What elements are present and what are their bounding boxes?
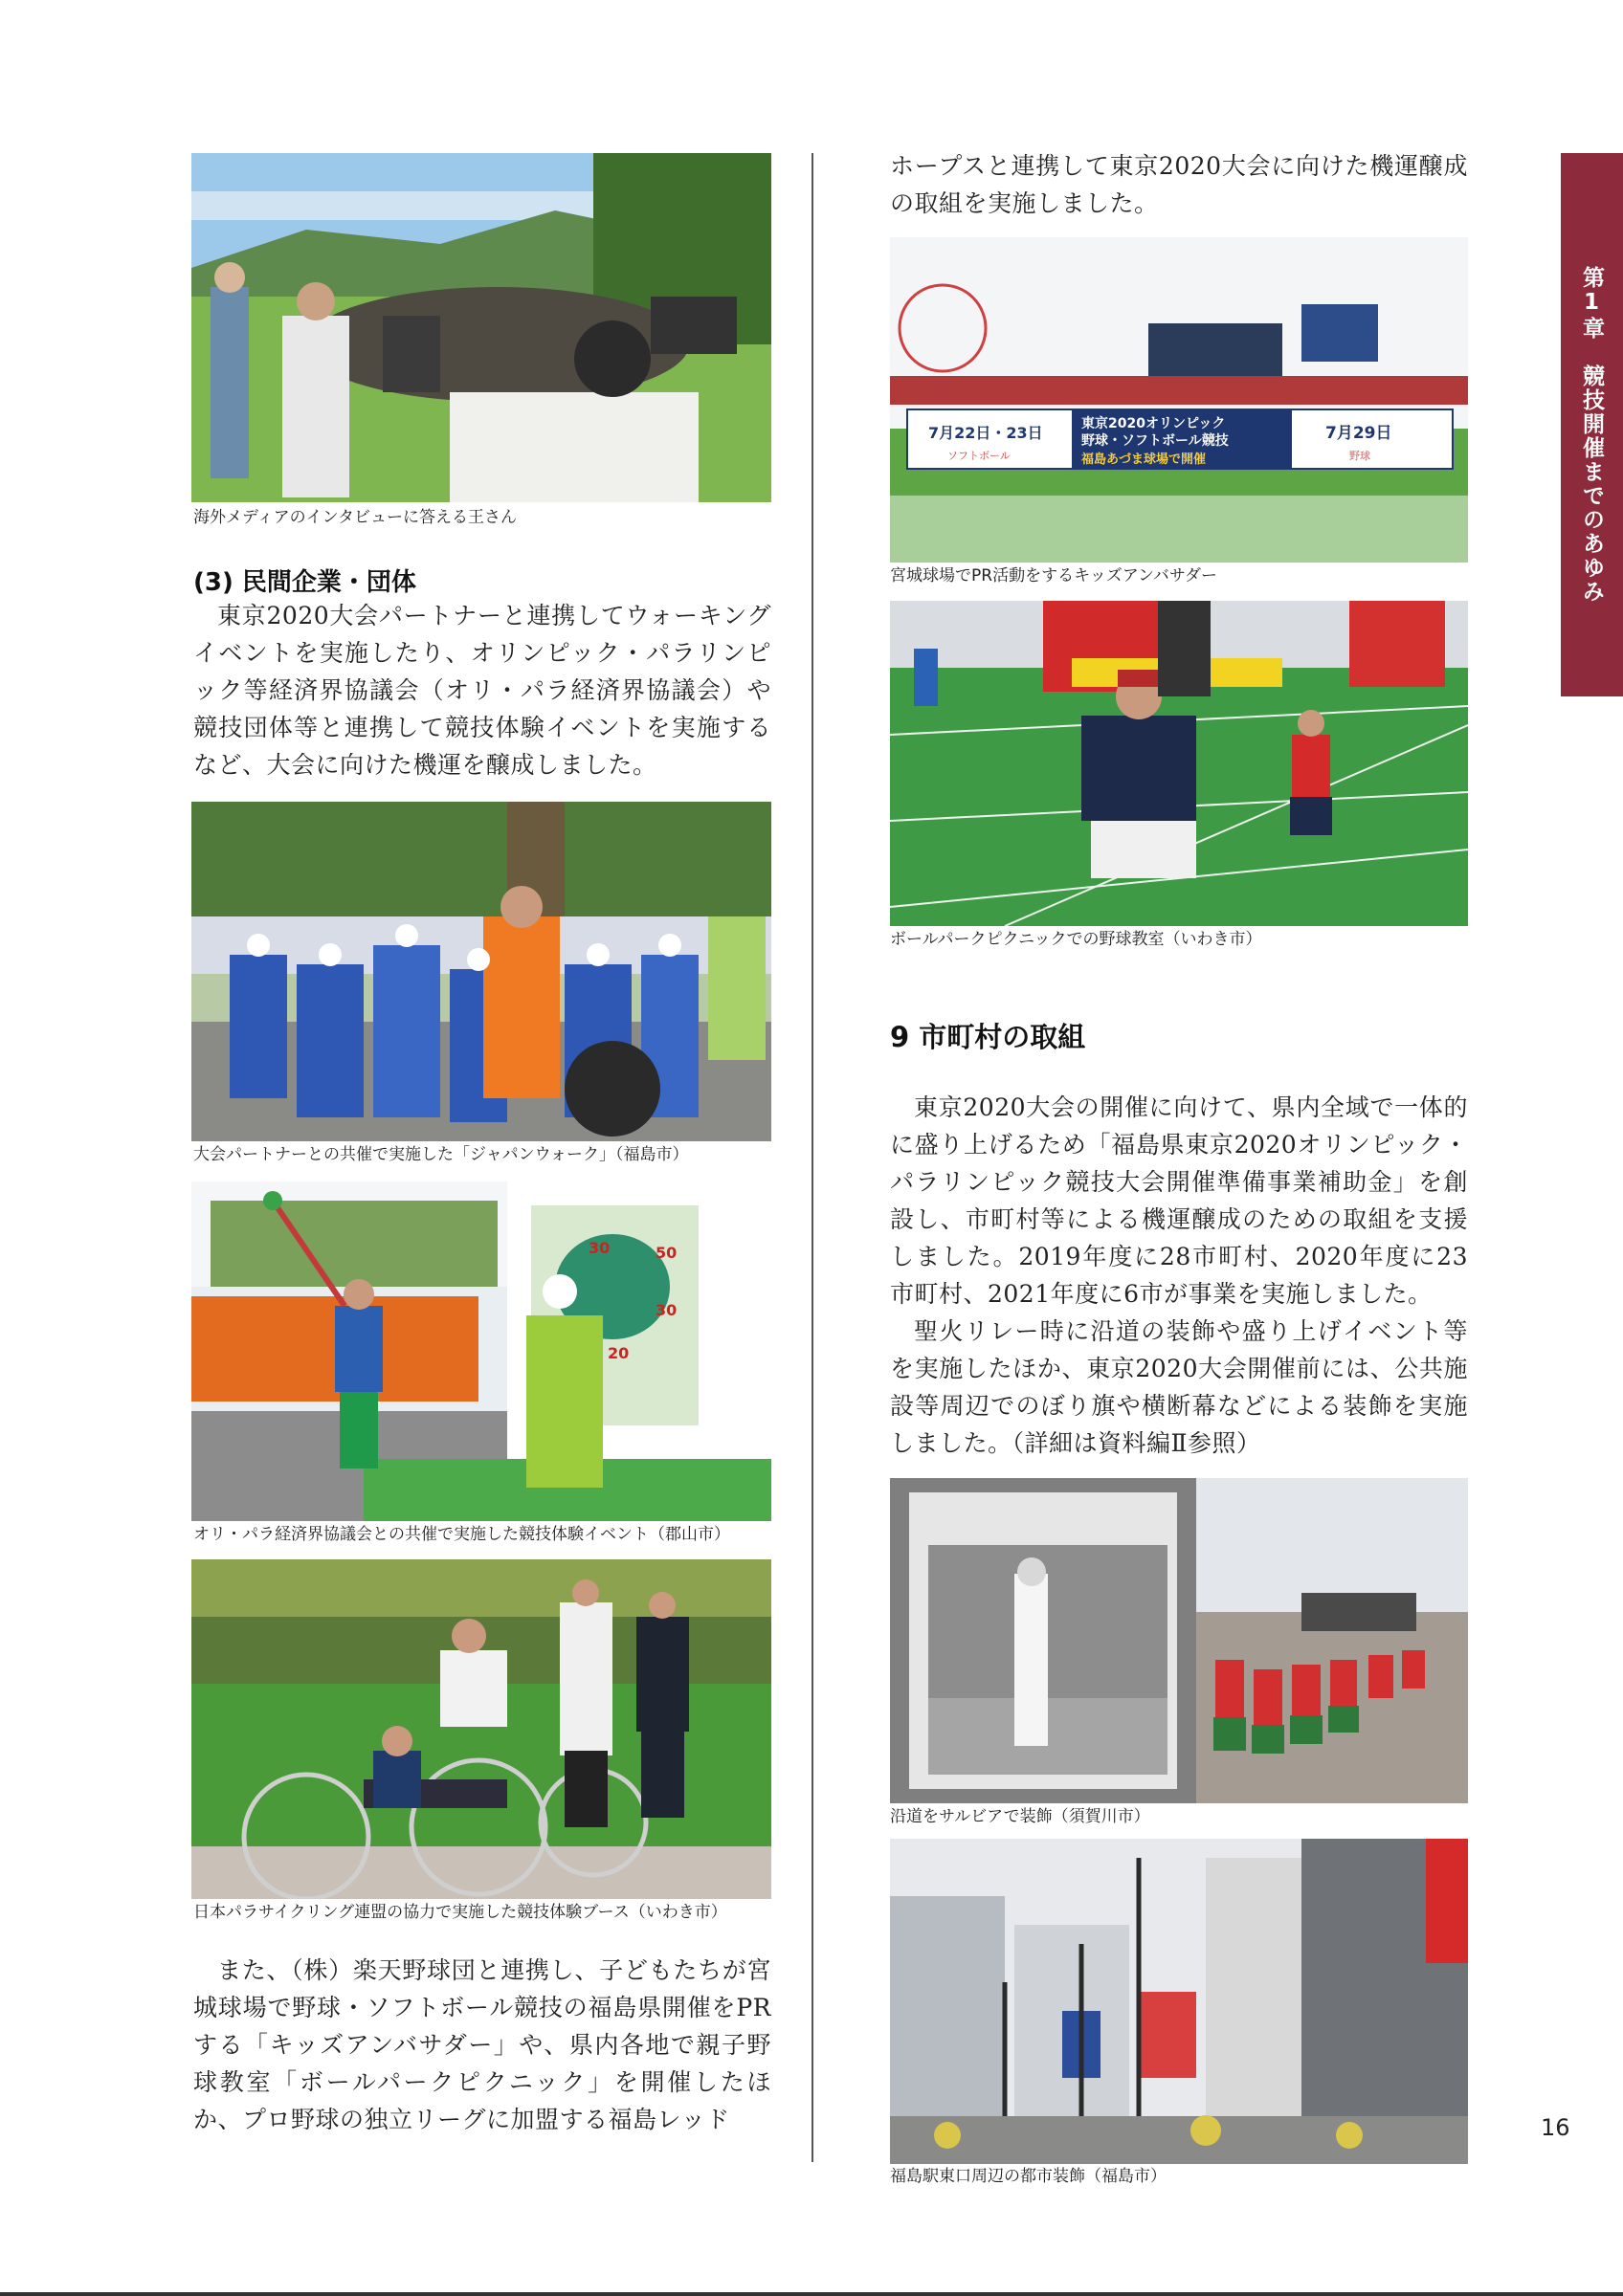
target-score-30: 30 — [589, 1239, 611, 1257]
caption-fukushima-station: 福島駅東口周辺の都市装飾（福島市） — [890, 2167, 1167, 2186]
text-continuation — [890, 147, 1468, 222]
banner-left-sub: ソフトボール — [947, 450, 1011, 462]
caption-sports-experience: オリ・パラ経済界協議会との共催で実施した競技体験イベント（郡山市） — [193, 1525, 730, 1544]
photo-salvia-street — [890, 1478, 1468, 1803]
paragraph: また、（株）楽天野球団と連携し、子どもたちが宮城球場で野球・ソフトボール競技の福島県開催をPRする「キッズアンバサダー」や、県内各地で親子野球教室「ボールパークピクニック」を開催したほか、プロ野球の独立リーグに加盟する福島レッド — [193, 1956, 771, 2133]
text-municipalities — [890, 1089, 1468, 1462]
banner-right-sub: 野球 — [1349, 450, 1370, 462]
banner-right-date: 7月29日 — [1325, 424, 1392, 443]
text-private-sector — [193, 597, 771, 784]
banner-left-date: 7月22日・23日 — [928, 424, 1043, 442]
page-number: 16 — [1541, 2114, 1570, 2141]
event-banner — [907, 409, 1453, 469]
text-rakuten — [193, 1952, 771, 2138]
paragraph: 聖火リレー時に沿道の装飾や盛り上げイベント等を実施したほか、東京2020大会開催前には、公共施設等周辺でのぼり旗や横断幕などによる装飾を実施しました。（詳細は資料編Ⅱ参照） — [890, 1317, 1468, 1457]
target-score-20: 20 — [608, 1344, 630, 1362]
target-score-30b: 30 — [656, 1301, 678, 1319]
chapter-tab: 第1章 競技開催までのあゆみ — [1561, 153, 1623, 696]
photo-para-cycling — [191, 1559, 771, 1899]
banner-title-line2: 野球・ソフトボール競技 — [1081, 433, 1229, 449]
photo-sports-experience — [191, 1181, 771, 1521]
bottom-rule — [0, 2292, 1623, 2296]
banner-title-line3: 福島あづま球場で開催 — [1081, 453, 1207, 467]
paragraph: 東京2020大会の開催に向けて、県内全域で一体的に盛り上げるため「福島県東京2020オリンピック・パラリンピック競技大会開催準備事業補助金」を創設し、市町村等による機運醸成のための取組を支援しました。2019年度に28市町村、2020年度に23市町村、2021年度に6市が事業を実施しました。 — [890, 1093, 1468, 1308]
caption-japan-walk: 大会パートナーとの共催で実施した「ジャパンウォーク」（福島市） — [193, 1145, 689, 1164]
caption-kids-ambassador: 宮城球場でPR活動をするキッズアンバサダー — [890, 566, 1218, 585]
photo-media-interview — [191, 153, 771, 502]
photo-fukushima-station — [890, 1839, 1468, 2164]
photo-japan-walk — [191, 802, 771, 1141]
target-score-50: 50 — [656, 1244, 678, 1262]
caption-media-interview: 海外メディアのインタビューに答える王さん — [193, 508, 517, 527]
photo-baseball-clinic — [890, 601, 1468, 926]
paragraph: ホープスと連携して東京2020大会に向けた機運醸成の取組を実施しました。 — [890, 152, 1468, 217]
caption-baseball-clinic: ボールパークピクニックでの野球教室（いわき市） — [890, 930, 1262, 949]
caption-para-cycling: 日本パラサイクリング連盟の協力で実施した競技体験ブース（いわき市） — [193, 1903, 727, 1922]
caption-salvia-street: 沿道をサルビアで装飾（須賀川市） — [890, 1807, 1150, 1826]
column-divider — [812, 153, 813, 2162]
paragraph: 東京2020大会パートナーと連携してウォーキングイベントを実施したり、オリンピック・パラリンピック等経済界協議会（オリ・パラ経済界協議会）や競技団体等と連携して競技体験イベントを実施するなど、大会に向けた機運を醸成しました。 — [193, 602, 771, 779]
heading-private-sector: (3) 民間企業・団体 — [193, 568, 416, 597]
photo-kids-ambassador — [890, 237, 1468, 563]
banner-title-line1: 東京2020オリンピック — [1081, 416, 1226, 431]
heading-municipalities: 9 市町村の取組 — [890, 1021, 1086, 1053]
